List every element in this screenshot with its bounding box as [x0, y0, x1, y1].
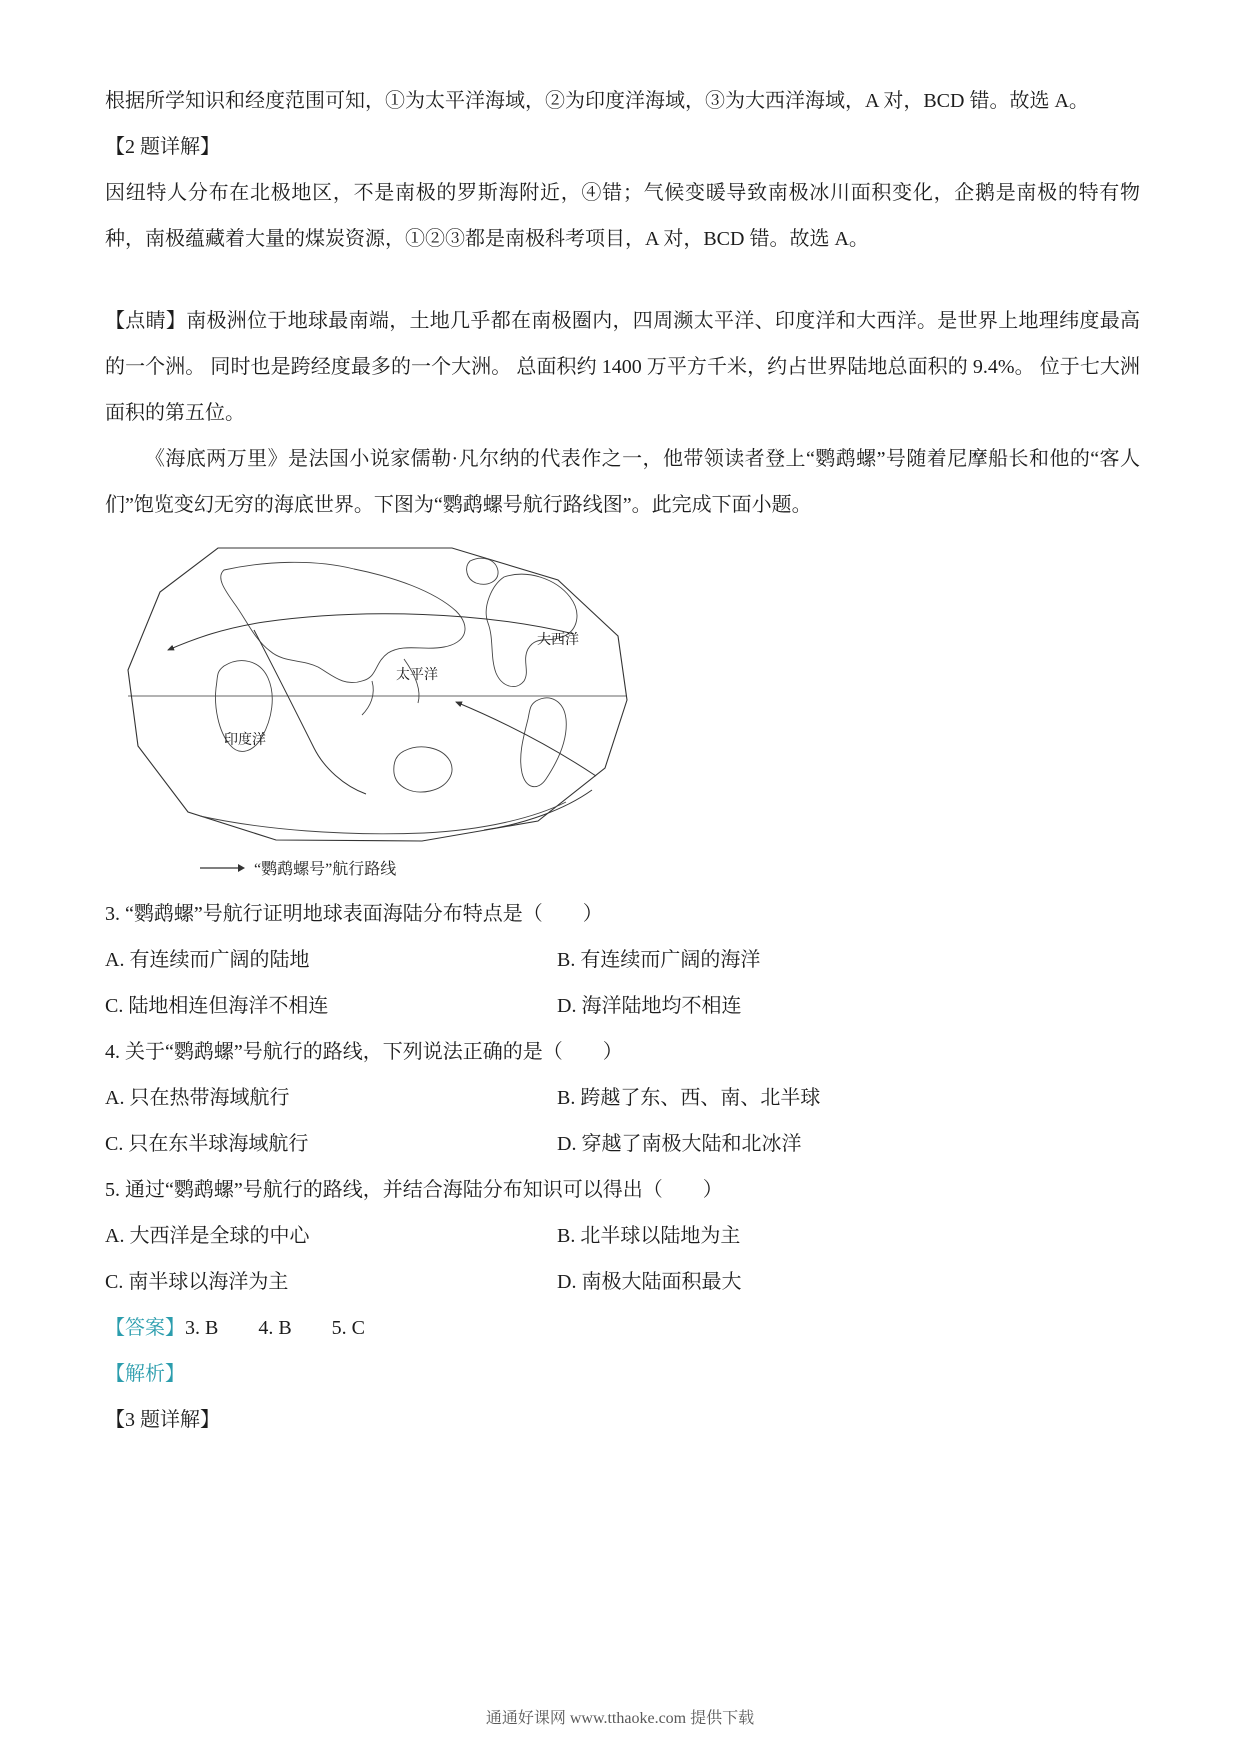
question-5-stem: 5. 通过“鹦鹉螺”号航行的路线，并结合海陆分布知识可以得出（ ） — [105, 1179, 723, 1201]
question-4-options-row-1 — [105, 1075, 1140, 1121]
question-4-option-b: B. 跨越了东、西、南、北半球 — [557, 1087, 821, 1109]
paragraph-q1-explanation: 根据所学知识和经度范围可知，①为太平洋海域，②为印度洋海域，③为大西洋海域，A 对，BCD 错。故选 A。 — [105, 90, 1089, 112]
question-3-option-a: A. 有连续而广阔的陆地 — [105, 949, 310, 971]
question-3-options-row-2 — [105, 983, 1140, 1029]
map-label-atlantic: 大西洋 — [537, 633, 579, 648]
question-5-option-d: D. 南极大陆面积最大 — [557, 1271, 742, 1293]
map-legend-label: “鹦鹉螺号”航行路线 — [254, 861, 397, 878]
question-4-option-a: A. 只在热带海域航行 — [105, 1087, 290, 1109]
map-label-indian: 印度洋 — [224, 733, 266, 748]
document-content — [105, 78, 1140, 1443]
answer-label: 【答案】 — [105, 1317, 185, 1339]
answer-line — [105, 1305, 1140, 1351]
question-3-stem: 3. “鹦鹉螺”号航行证明地球表面海陆分布特点是（ ） — [105, 903, 603, 925]
question-3-options-row-1 — [105, 937, 1140, 983]
route-lines — [168, 614, 596, 830]
question-5-options-row-1 — [105, 1213, 1140, 1259]
map-legend — [200, 856, 660, 879]
paragraph-dianjing-note: 【点睛】南极洲位于地球最南端，土地几乎都在南极圈内，四周濒太平洋、印度洋和大西洋。是世界上地理纬度最高的一个洲。 同时也是跨经度最多的一个大洲。 总面积约 1400 万平方千米，约占世界陆地总面积的 9.4%。 位于七大洲面积的第五位。 — [105, 310, 1140, 424]
answer-values: 3. B 4. B 5. C — [185, 1317, 366, 1339]
question-3-option-b: B. 有连续而广阔的海洋 — [557, 949, 761, 971]
section-2-detail-heading: 【2 题详解】 — [105, 136, 220, 158]
question-5-option-a: A. 大西洋是全球的中心 — [105, 1225, 310, 1247]
question-4-option-d: D. 穿越了南极大陆和北冰洋 — [557, 1133, 802, 1155]
question-5 — [105, 1167, 1140, 1305]
question-5-option-b: B. 北半球以陆地为主 — [557, 1225, 741, 1247]
paragraph-q2-explanation: 因纽特人分布在北极地区，不是南极的罗斯海附近，④错；气候变暖导致南极冰川面积变化，企鹅是南极的特有物种，南极蕴藏着大量的煤炭资源，①②③都是南极科考项目，A 对，BCD 错。故选 A。 — [105, 182, 1140, 250]
paragraph-reading-passage: 《海底两万里》是法国小说家儒勒·凡尔纳的代表作之一，他带领读者登上“鹦鹉螺”号随着尼摩船长和他的“客人们”饱览变幻无穷的海底世界。下图为“鹦鹉螺号航行路线图”。此完成下面小题。 — [105, 448, 1140, 516]
route-map-figure — [100, 538, 660, 879]
question-4-option-c: C. 只在东半球海域航行 — [105, 1133, 309, 1155]
map-label-pacific: 太平洋 — [396, 668, 438, 683]
question-3-option-d: D. 海洋陆地均不相连 — [557, 995, 742, 1017]
section-3-detail-heading: 【3 题详解】 — [105, 1409, 220, 1431]
analysis-label: 【解析】 — [105, 1363, 185, 1385]
world-map-svg — [100, 538, 660, 852]
question-3-option-c: C. 陆地相连但海洋不相连 — [105, 995, 329, 1017]
question-4-options-row-2 — [105, 1121, 1140, 1167]
legend-route-arrow-icon — [200, 863, 246, 873]
question-5-option-c: C. 南半球以海洋为主 — [105, 1271, 289, 1293]
question-3 — [105, 891, 1140, 1029]
question-4-stem: 4. 关于“鹦鹉螺”号航行的路线，下列说法正确的是（ ） — [105, 1041, 623, 1063]
question-4 — [105, 1029, 1140, 1167]
page-footer-watermark: 通通好课网 www.tthaoke.com 提供下载 — [485, 1710, 755, 1727]
map-frame — [128, 548, 627, 841]
question-5-options-row-2 — [105, 1259, 1140, 1305]
